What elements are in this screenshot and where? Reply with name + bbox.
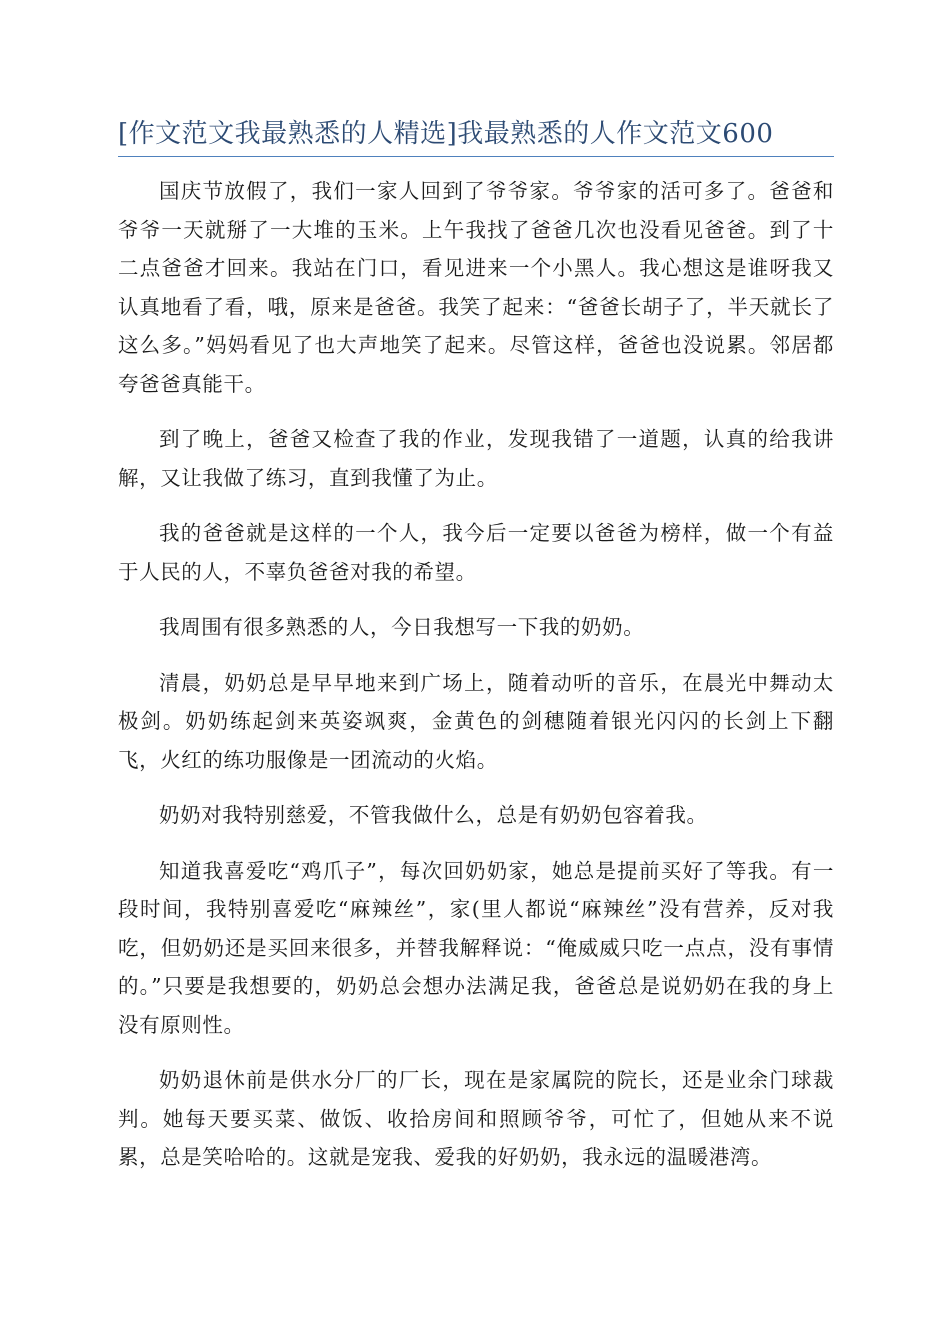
paragraph: 奶奶对我特别慈爱，不管我做什么，总是有奶奶包容着我。 [159, 803, 708, 827]
document-title: [作文范文我最熟悉的人精选]我最熟悉的人作文范文600 [118, 119, 774, 149]
paragraph: 奶奶退休前是供水分厂的厂长，现在是家属院的院长，还是业余门球裁判。她每天要买菜、做饭、收拾房间和照顾爷爷，可忙了，但她从来不说累，总是笑哈哈的。这就是宠我、爱我的好奶奶，我永远的温暖港湾。 [118, 1068, 834, 1169]
title-underline [118, 156, 834, 157]
paragraph: 清晨，奶奶总是早早地来到广场上，随着动听的音乐，在晨光中舞动太极剑。奶奶练起剑来英姿飒爽，金黄色的剑穗随着银光闪闪的长剑上下翻飞，火红的练功服像是一团流动的火焰。 [118, 670, 834, 772]
paragraph: 知道我喜爱吃“鸡爪子”，每次回奶奶家，她总是提前买好了等我。有一段时间，我特别喜爱吃“麻辣丝”，家(里人都说“麻辣丝”没有营养，反对我吃，但奶奶还是买回来很多，并替我解释说：“俺威威只吃一点点，没有事情的。”只要是我想要的，奶奶总会想办法满足我，爸爸总是说奶奶在我的身上没有原则性。 [118, 858, 834, 1037]
paragraph: 我周围有很多熟悉的人，今日我想写一下我的奶奶。 [159, 615, 645, 639]
paragraph: 到了晚上，爸爸又检查了我的作业，发现我错了一道题，认真的给我讲解，又让我做了练习，直到我懂了为止。 [118, 427, 834, 490]
document-body [118, 172, 834, 1194]
paragraph: 我的爸爸就是这样的一个人，我今后一定要以爸爸为榜样，做一个有益于人民的人，不辜负爸爸对我的希望。 [118, 521, 834, 584]
paragraph: 国庆节放假了，我们一家人回到了爷爷家。爷爷家的活可多了。爸爸和爷爷一天就掰了一大堆的玉米。上午我找了爸爸几次也没看见爸爸。到了十二点爸爸才回来。我站在门口，看见进来一个小黑人。我心想这是谁呀我又认真地看了看，哦，原来是爸爸。我笑了起来：“爸爸长胡子了，半天就长了这么多。”妈妈看见了也大声地笑了起来。尽管这样，爸爸也没说累。邻居都夸爸爸真能干。 [118, 179, 834, 396]
